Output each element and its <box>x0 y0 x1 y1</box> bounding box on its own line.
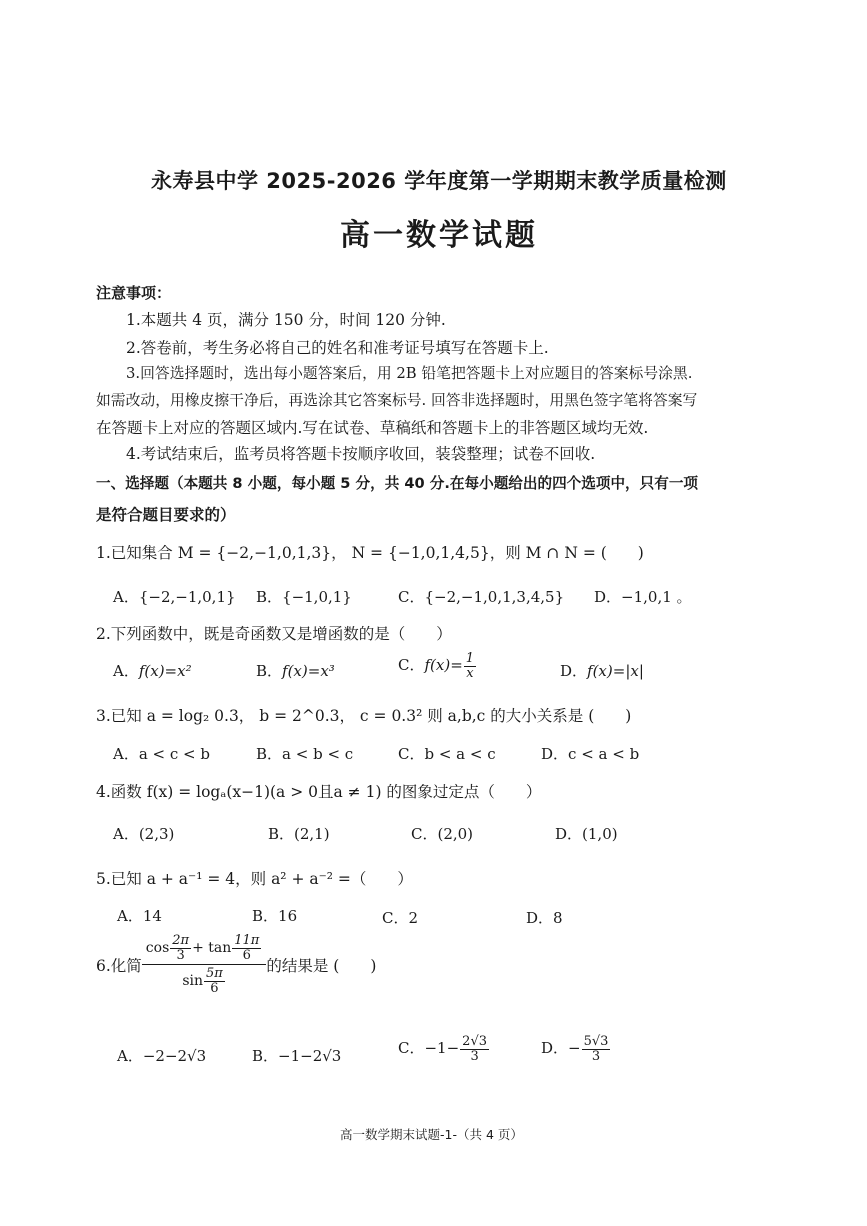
q3-option-b: B．a < b < c <box>256 745 354 763</box>
q4-option-b: B．(2,1) <box>268 825 330 843</box>
q2-c-den: x <box>466 665 474 681</box>
section-heading: 一、选择题（本题共 8 小题，每小题 5 分，共 40 分.在每小题给出的四个选项中，只有一项 <box>96 475 699 492</box>
q3-option-d: D．c < a < b <box>541 745 640 763</box>
q6-cos: cos <box>145 940 170 957</box>
q6-c-den: 3 <box>470 1048 479 1064</box>
q4-option-a: A．(2,3) <box>113 825 175 843</box>
q6-f1-num: 2π <box>172 933 190 948</box>
q6-d-num: 5√3 <box>583 1034 609 1049</box>
q6-d-letter: D． <box>541 1039 569 1058</box>
note-item: 2.答卷前，考生务必将自己的姓名和准考证号填写在答题卡上. <box>126 339 549 357</box>
note-item: 3.回答选择题时，选出每小题答案后，用 2B 铅笔把答题卡上对应题目的答案标号涂黑. <box>126 365 693 382</box>
q6-c-num: 2√3 <box>462 1034 487 1049</box>
question-2-stem: 2.下列函数中，既是奇函数又是增函数的是（ ） <box>96 625 452 643</box>
q6-f3-den: 6 <box>210 980 219 996</box>
question-6-stem <box>96 934 376 996</box>
q2-option-a <box>113 660 192 681</box>
q6-numerator <box>142 934 267 965</box>
q1-option-b: B．{−1,0,1} <box>256 588 352 606</box>
q6-frac-5pi-6 <box>204 967 225 995</box>
q6-denominator <box>178 965 230 995</box>
page-footer: 高一数学期末试题-1-（共 4 页） <box>340 1127 523 1142</box>
q2-c-pre: f(x)= <box>424 656 463 675</box>
question-3-stem: 3.已知 a = log₂ 0.3， b = 2^0.3， c = 0.3² 则 a,b,c 的大小关系是 ( ) <box>96 707 632 725</box>
q2-option-d <box>560 660 644 681</box>
note-item: 4.考试结束后，监考员将答题卡按顺序收回，装袋整理；试卷不回收. <box>126 445 596 463</box>
q2-b-letter: B． <box>256 662 283 680</box>
q4-option-c: C．(2,0) <box>411 825 474 843</box>
note-item: 1.本题共 4 页，满分 150 分，时间 120 分钟. <box>126 311 446 329</box>
q3-option-c: C．b < a < c <box>398 745 496 763</box>
q2-option-b <box>256 660 335 681</box>
question-1-stem: 1.已知集合 M = {−2,−1,0,1,3}， N = {−1,0,1,4,5}，则 M ∩ N = ( ) <box>96 544 644 562</box>
q6-f3-num: 5π <box>206 966 223 982</box>
q2-b-expr: f(x)=x³ <box>282 662 335 680</box>
q2-option-c <box>398 652 477 680</box>
note-item: 在答题卡上对应的答题区域内.写在试卷、草稿纸和答题卡上的非答题区域均无效. <box>96 419 649 437</box>
q6-frac-2pi-3 <box>170 934 191 962</box>
q2-a-letter: A． <box>113 662 139 680</box>
q5-option-c: C．2 <box>382 909 419 927</box>
q1-option-c: C．{−2,−1,0,1,3,4,5} <box>398 588 565 606</box>
q3-option-a: A．a < c < b <box>113 745 210 763</box>
q5-option-b: B．16 <box>252 907 298 925</box>
q2-c-num: 1 <box>465 651 475 666</box>
q6-c-pre: −1− <box>424 1039 460 1058</box>
note-item: 如需改动，用橡皮擦干净后，再选涂其它答案标号. 回答非选择题时，用黑色签字笔将答案写 <box>96 392 698 409</box>
notes-heading: 注意事项： <box>96 284 172 302</box>
q2-c-fraction <box>464 652 476 680</box>
q6-f1-den: 3 <box>176 947 185 963</box>
q6-suffix: 的结果是 ( ) <box>266 956 377 975</box>
q5-option-d: D．8 <box>526 909 563 927</box>
q2-d-letter: D． <box>560 662 588 680</box>
q6-frac-11pi-6 <box>232 934 261 962</box>
q1-option-d: D．−1,0,1 。 <box>594 588 692 606</box>
q6-prefix: 6.化简 <box>96 956 142 975</box>
q6-d-fraction <box>582 1035 611 1063</box>
exam-title: 永寿县中学 2025-2026 学年度第一学期期末教学质量检测 <box>151 169 727 193</box>
q6-option-a: A．−2−2√3 <box>117 1047 207 1065</box>
q6-f2-den: 6 <box>242 947 251 963</box>
q6-option-b: B．−1−2√3 <box>252 1047 342 1065</box>
q6-d-den: 3 <box>591 1048 601 1064</box>
q6-option-d <box>541 1035 611 1063</box>
question-5-stem: 5.已知 a + a⁻¹ = 4，则 a² + a⁻² =（ ） <box>96 870 413 888</box>
q6-f2-num: 11π <box>234 933 260 948</box>
q6-option-c <box>398 1035 490 1063</box>
q4-option-d: D．(1,0) <box>555 825 618 843</box>
exam-subtitle: 高一数学试题 <box>340 218 538 253</box>
q6-c-fraction <box>460 1035 489 1063</box>
q6-main-fraction <box>142 934 267 996</box>
q1-option-a: A．{−2,−1,0,1} <box>113 588 236 606</box>
q2-d-expr: f(x)=|x| <box>587 662 644 680</box>
q6-d-pre: − <box>568 1039 581 1058</box>
question-4-stem: 4.函数 f(x) = logₐ(x−1)(a > 0且a ≠ 1) 的图象过定点（ ） <box>96 783 542 801</box>
q6-sin: sin <box>182 973 203 990</box>
section-heading-cont: 是符合题目要求的） <box>96 506 236 524</box>
q2-a-expr: f(x)=x² <box>138 662 192 680</box>
q6-plus-tan: + tan <box>192 940 232 957</box>
q5-option-a: A．14 <box>117 907 162 925</box>
q2-c-letter: C． <box>398 656 425 675</box>
q6-c-letter: C． <box>398 1039 425 1058</box>
